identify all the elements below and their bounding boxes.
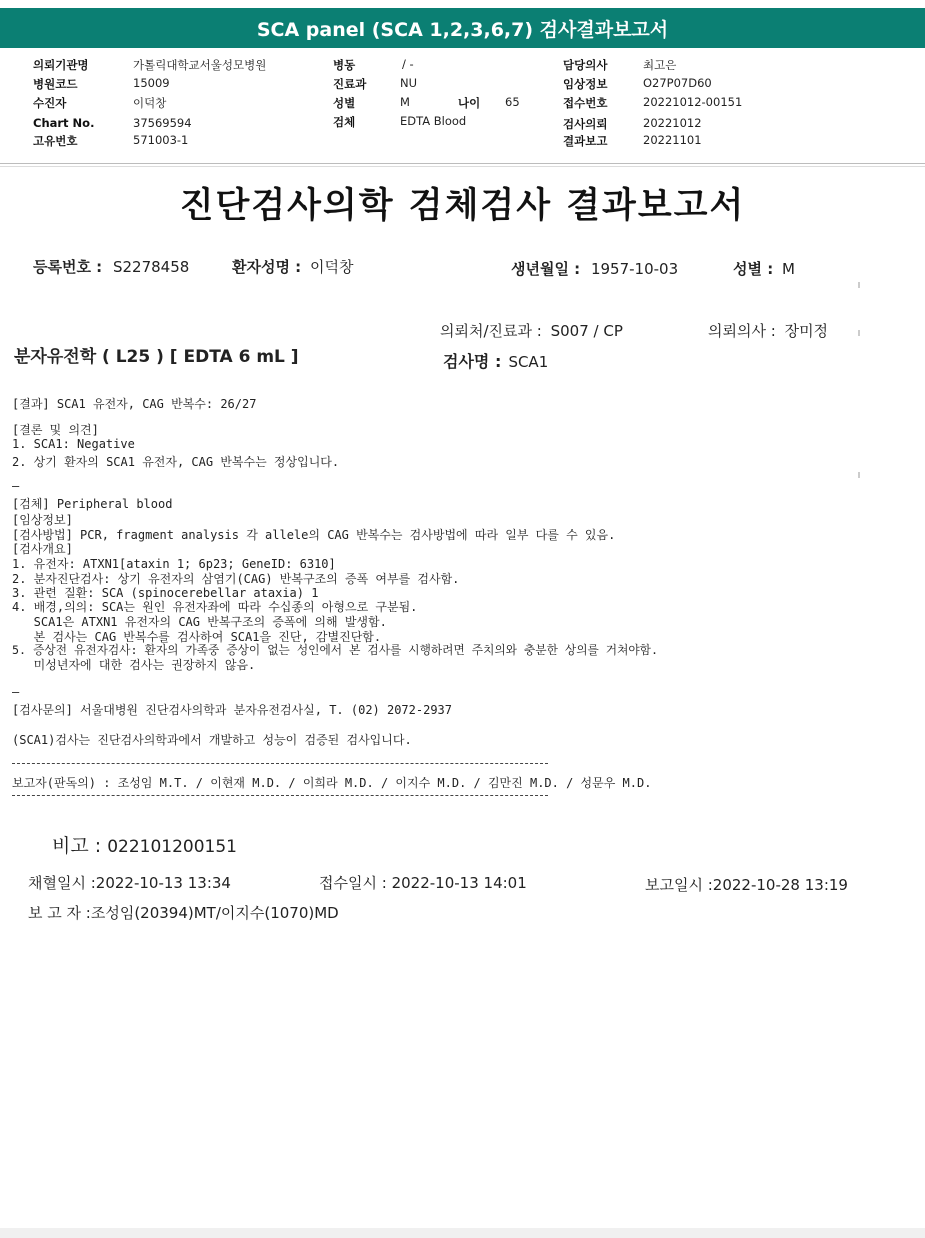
scan-mark xyxy=(858,472,860,478)
document-title: 진단검사의학 검체검사 결과보고서 xyxy=(179,186,746,226)
scan-mark xyxy=(858,330,860,336)
conclusion-line: 2. 상기 환자의 SCA1 유전자, CAG 반복수는 정상입니다. xyxy=(12,455,340,469)
meta-value: M xyxy=(400,95,410,109)
overview-line: 미성년자에 대한 검사는 권장하지 않음. xyxy=(12,658,256,672)
department-label: 의뢰처/진료과 : xyxy=(440,322,542,340)
reporters-line: 보고자(판독의) : 조성임 M.T. / 이현재 M.D. / 이희라 M.D. / 이지수 M.D. / 김만진 M.D. / 성문우 M.D. xyxy=(12,776,652,790)
patient-name-value: 이덕창 xyxy=(309,258,354,276)
meta-divider xyxy=(0,163,925,167)
meta-label: 접수번호 xyxy=(563,96,608,110)
overview-line: 5. 증상전 유전자검사: 환자의 가족중 증상이 없는 성인에서 본 검사를 시행하려면 주치의와 충분한 상의를 거쳐야함. xyxy=(12,643,659,657)
meta-label: 의뢰기관명 xyxy=(33,58,89,72)
meta-value: NU xyxy=(400,76,418,90)
collection-value: 2022-10-13 13:34 xyxy=(95,874,231,892)
overview-line: 4. 배경,의의: SCA는 원인 유전자좌에 따라 수십종의 아형으로 구분됨. xyxy=(12,600,418,614)
overview-line: 3. 관련 질환: SCA (spinocerebellar ataxia) 1 xyxy=(12,586,319,600)
registration-value: S2278458 xyxy=(112,258,190,276)
validation-line: (SCA1)검사는 진단검사의학과에서 개발하고 성능이 검증된 검사입니다. xyxy=(12,733,412,747)
receipt-label: 접수일시 : xyxy=(319,874,387,892)
department-value: S007 / CP xyxy=(550,322,623,340)
scan-mark xyxy=(858,282,860,288)
meta-label: 진료과 xyxy=(333,77,367,91)
dashed-rule xyxy=(12,763,548,764)
meta-label: 성별 xyxy=(333,96,356,110)
report-time-value: 2022-10-28 13:19 xyxy=(712,876,848,894)
overview-line: SCA1은 ATXN1 유전자의 CAG 반복구조의 증폭에 의해 발생함. xyxy=(12,615,387,629)
date-of-birth xyxy=(511,258,678,279)
report-time xyxy=(645,874,848,895)
meta-label: 수진자 xyxy=(33,96,67,110)
meta-value: 20221101 xyxy=(643,133,702,147)
specimen-line: [검체] Peripheral blood xyxy=(12,497,173,511)
meta-value: 15009 xyxy=(133,76,170,90)
receipt-time xyxy=(319,872,527,893)
meta-label: 임상정보 xyxy=(563,77,608,91)
test-name-value: SCA1 xyxy=(508,353,549,371)
test-name xyxy=(443,349,548,372)
meta-value: O27P07D60 xyxy=(643,76,712,90)
method-line: [검사방법] PCR, fragment analysis 각 allele의 CAG 반복수는 검사방법에 따라 일부 다를 수 있음. xyxy=(12,528,616,542)
doctor-value: 장미정 xyxy=(784,322,829,340)
patient-name-label: 환자성명 : xyxy=(232,258,302,276)
report-time-label: 보고일시 : xyxy=(645,876,713,894)
doctor-label: 의뢰의사 : xyxy=(708,322,776,340)
meta-value: 65 xyxy=(505,95,520,109)
patient-name xyxy=(232,256,353,277)
meta-block xyxy=(0,55,925,155)
dob-value: 1957-10-03 xyxy=(590,260,679,278)
meta-label: 병원코드 xyxy=(33,77,78,91)
report-title: SCA panel (SCA 1,2,3,6,7) 검사결과보고서 xyxy=(256,18,669,41)
meta-value: / - xyxy=(402,57,414,71)
sex-label: 성별 : xyxy=(733,260,774,278)
patient-sex xyxy=(733,258,795,279)
meta-value: 가톨릭대학교서울성모병원 xyxy=(133,58,267,72)
requesting-doctor xyxy=(708,320,828,341)
clinical-info-line: [임상정보] xyxy=(12,513,73,527)
note xyxy=(52,831,237,858)
meta-value: 최고은 xyxy=(643,58,677,72)
report-title-bar xyxy=(0,8,925,48)
overview-line: 1. 유전자: ATXN1[ataxin 1; 6p23; GeneID: 6310] xyxy=(12,557,336,571)
conclusion-line: 1. SCA1: Negative xyxy=(12,437,135,451)
note-label: 비고 : xyxy=(52,835,102,857)
meta-label: 결과보고 xyxy=(563,134,608,148)
separator-line: — xyxy=(12,479,20,493)
meta-label: 검사의뢰 xyxy=(563,117,608,131)
note-value: 022101200151 xyxy=(107,837,237,857)
meta-value: 37569594 xyxy=(133,116,192,130)
dashed-rule xyxy=(12,795,548,796)
test-section: 분자유전학 ( L25 ) [ EDTA 6 mL ] xyxy=(14,347,299,367)
collection-label: 채혈일시 : xyxy=(28,874,96,892)
overview-line: 2. 분자진단검사: 상기 유전자의 삼염기(CAG) 반복구조의 증폭 여부를 검사함. xyxy=(12,572,460,586)
page-bottom-strip xyxy=(0,1228,925,1238)
reporter-value: 조성임(20394)MT/이지수(1070)MD xyxy=(90,904,339,922)
meta-value: EDTA Blood xyxy=(400,114,467,128)
sex-value: M xyxy=(781,260,795,278)
inquiry-line: [검사문의] 서울대병원 진단검사의학과 분자유전검사실, T. (02) 2072-2937 xyxy=(12,703,453,717)
separator-line: — xyxy=(12,685,20,699)
reporter-label: 보 고 자 : xyxy=(28,904,91,922)
result-line: [결과] SCA1 유전자, CAG 반복수: 26/27 xyxy=(12,397,257,411)
meta-label: 담당의사 xyxy=(563,58,608,72)
overview-line: 본 검사는 CAG 반복수를 검사하여 SCA1을 진단, 감별진단함. xyxy=(12,630,382,644)
dob-label: 생년월일 : xyxy=(511,260,581,278)
conclusion-heading: [결론 및 의견] xyxy=(12,423,99,437)
requesting-department xyxy=(440,320,623,341)
meta-label: 검체 xyxy=(333,115,356,129)
meta-value: 571003-1 xyxy=(133,133,189,147)
registration-number xyxy=(33,256,189,277)
registration-label: 등록번호 : xyxy=(33,258,103,276)
meta-label: Chart No. xyxy=(33,116,95,130)
collection-time xyxy=(28,872,231,893)
overview-heading: [검사개요] xyxy=(12,542,73,556)
meta-label: 병동 xyxy=(333,58,356,72)
reporter xyxy=(28,902,339,923)
meta-value: 이덕창 xyxy=(133,96,167,110)
meta-label: 나이 xyxy=(458,96,481,110)
test-name-label: 검사명 : xyxy=(443,352,502,371)
meta-value: 20221012-00151 xyxy=(643,95,743,109)
meta-label: 고유번호 xyxy=(33,134,78,148)
meta-value: 20221012 xyxy=(643,116,702,130)
receipt-value: 2022-10-13 14:01 xyxy=(391,874,527,892)
